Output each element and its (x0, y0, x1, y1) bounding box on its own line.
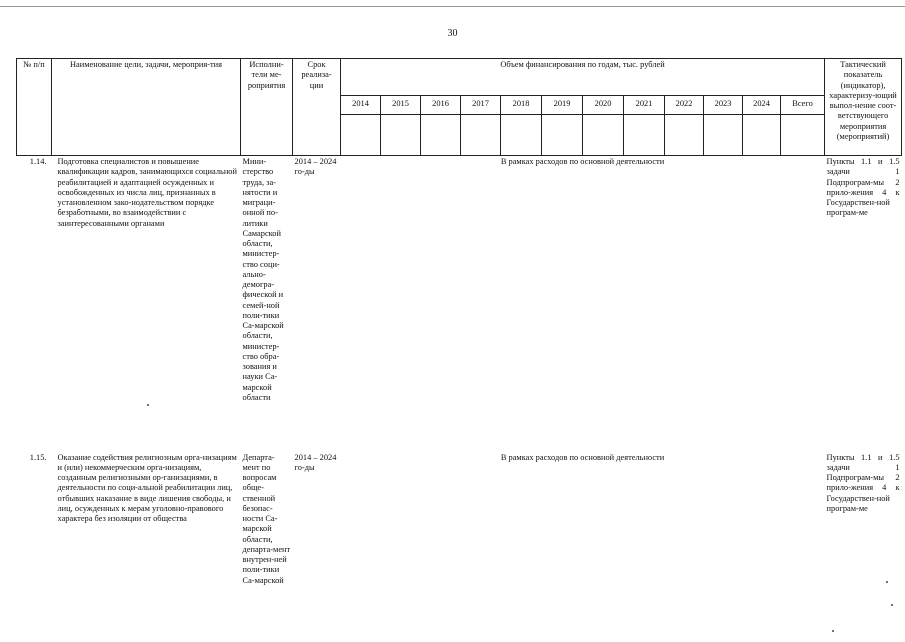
year-cell-blank (743, 115, 781, 156)
scan-speck (891, 604, 893, 606)
table-header (17, 59, 902, 156)
year-cell-blank (501, 115, 542, 156)
year-cell-blank (583, 115, 624, 156)
activity-name: Оказание содействия религиозным орга-низациям и (или) некоммерческим орга-низациям, созданным религиозными ор-ганизациями, в деятельности по соци-альной реабилитации лиц, отбывших наказание в виде лишения свободы, и лиц, осужденных к мерам уголовно-правового характера без изоляции от общества (57, 452, 237, 523)
header-year: 2020 (583, 96, 624, 115)
top-scan-edge (0, 6, 905, 7)
year-cell-blank (542, 115, 583, 156)
header-year-total: Всего (781, 96, 825, 115)
activity-term: 2014 – 2024 го-ды (294, 157, 337, 177)
header-row-number: № п/п (17, 59, 52, 156)
page-number: 30 (447, 28, 458, 39)
year-cell-blank (341, 115, 381, 156)
row-number: 1.14. (29, 157, 47, 166)
scan-speck (832, 630, 834, 632)
scan-speck (147, 404, 149, 406)
header-year: 2014 (341, 96, 381, 115)
activity-executors: Мини-стерство труда, за-нятости и миграци-онной по-литики Самарской области, министер-ство соци-ально-демогра-фической и семей-ной поли-тики Са-марской области, министер-ство обра-зования и науки Са-марской области (242, 157, 284, 402)
activity-financing: В рамках расходов по основной деятельности (500, 452, 665, 462)
header-year: 2015 (381, 96, 421, 115)
table-body (17, 156, 902, 642)
header-year: 2024 (743, 96, 781, 115)
header-indicator: Тактический показатель (индикатор), характеризу-ющий выпол-нение соот-ветствующего мероприятия (мероприятий) (825, 59, 902, 156)
year-cell-blank (704, 115, 743, 156)
year-cell-blank (381, 115, 421, 156)
year-cell-blank (665, 115, 704, 156)
year-cell-blank (781, 115, 825, 156)
header-year: 2023 (704, 96, 743, 115)
year-cell-blank (421, 115, 461, 156)
activity-indicator: Пункты 1.1 и 1.5 задачи 1 Подпрограм-мы 2 прило-жения 4 к Государствен-ной програм-ме (826, 157, 900, 218)
header-financing: Объем финансирования по годам, тыс. рублей (341, 59, 825, 96)
year-cell-blank (624, 115, 665, 156)
header-year: 2018 (501, 96, 542, 115)
header-year: 2021 (624, 96, 665, 115)
activity-name: Подготовка специалистов и повышение квалификации кадров, занимающихся социальной реабилитацией и адаптацией осужденных и освобожденных из числа лиц, признанных в установленном зако-нодательством порядке безработными, во взаимодействии с заинтересованными органами (57, 157, 237, 228)
activity-executors: Департа-мент по вопросам обще-ственной безопас-ности Са-марской области, департа-мент внутрен-ней поли-тики Са-марской (242, 452, 291, 585)
scan-speck (886, 581, 888, 583)
program-activities-table (16, 58, 902, 642)
program-table-sheet (16, 58, 901, 642)
header-year: 2016 (421, 96, 461, 115)
year-cell-blank (461, 115, 501, 156)
activity-financing: В рамках расходов по основной деятельности (500, 157, 665, 166)
header-year: 2022 (665, 96, 704, 115)
header-activity-name: Наименование цели, задачи, мероприя-тия (52, 59, 241, 156)
activity-indicator: Пункты 1.1 и 1.5 задачи 1 Подпрограм-мы 2 прило-жения 4 к Государствен-ной програм-ме (826, 452, 900, 513)
row-number: 1.15. (29, 452, 47, 462)
table-row (17, 452, 902, 642)
header-executors: Исполни-тели ме-роприятия (241, 59, 293, 156)
table-row (17, 156, 902, 452)
activity-term: 2014 – 2024 го-ды (294, 452, 337, 472)
header-year: 2017 (461, 96, 501, 115)
header-year: 2019 (542, 96, 583, 115)
header-term: Срок реализа-ции (293, 59, 341, 156)
